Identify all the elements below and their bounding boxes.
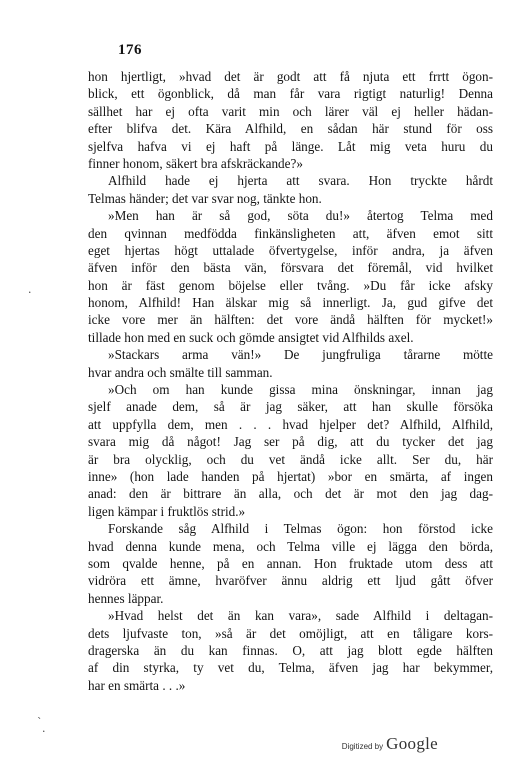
text-line: hennes läppar. xyxy=(88,590,164,606)
text-line: af din styrka, ty vet du, Telma, äfven jag har bekymmer, xyxy=(88,660,493,676)
text-line: Alfhild hade ej hjerta att svara. Hon tryckte hårdt xyxy=(108,173,493,189)
text-line: efter blifva det. Kära Alfhild, en sådan här stund för oss xyxy=(88,121,493,137)
text-line: ligen kämpar i fruktlös strid.» xyxy=(88,503,246,519)
margin-mark: ` xyxy=(37,716,43,729)
digitized-by-google-watermark xyxy=(342,734,438,754)
text-line: Telmas händer; det var svar nog, tänkte hon. xyxy=(88,190,322,206)
page-number: 176 xyxy=(118,42,142,58)
text-line: blick, ett ögonblick, då man får vara rigtigt naturlig! Denna xyxy=(88,86,493,102)
text-line: »Men han är så god, söta du!» återtog Telma med xyxy=(108,208,493,224)
text-line: »Hvad helst det än kan vara», sade Alfhild i deltagan- xyxy=(108,608,493,624)
margin-mark: · xyxy=(28,286,32,299)
text-line: som qvalde henne, på en annan. Hon fruktade utom dess att xyxy=(88,555,493,571)
text-line: tillade hon med en suck och gömde ansigtet vid Alfhilds axel. xyxy=(88,329,414,345)
page-text xyxy=(88,68,493,694)
text-line: »Stackars arma vän!» De jungfruliga tårarne mötte xyxy=(108,347,493,363)
text-line: sjelfva hafva vi ej haft på länge. Låt mig veta huru du xyxy=(88,138,493,154)
text-line: eget hjertas högt uttalade öfvertygelse, inför andra, ja äfven xyxy=(88,242,493,258)
text-line: sällhet har ej ofta varit min och lärer väl ej heller hädan- xyxy=(88,103,493,119)
text-line: finner honom, säkert bra afskräckande?» xyxy=(88,155,303,171)
text-line: är bra olycklig, och du vet ändå icke allt. Ser du, här xyxy=(88,451,493,467)
text-line: sjelf anade dem, så är jag säker, att han skulle försöka xyxy=(88,399,493,415)
text-line: äfven inför den bästa vän, försvara det föremål, vid hvilket xyxy=(88,260,493,276)
text-line: vidröra ett ämne, hvaröfver ännu aldrig ett ljud gått öfver xyxy=(88,573,493,589)
text-line: inne» (hon lade handen på hjertat) »bor en smärta, af ingen xyxy=(88,468,493,484)
text-line: att uppfylla dem, men . . . hvad hjelper det? Alfhild, Alfhild, xyxy=(88,416,493,432)
text-line: »Och om han kunde gissa mina önskningar, innan jag xyxy=(108,382,493,398)
text-line: svara mig då något! Jag ser på dig, att du tycker det jag xyxy=(88,434,493,450)
text-line: icke vore mer än hälften: det vore ändå hälften för mycket!» xyxy=(88,312,493,328)
text-line: Forskande såg Alfhild i Telmas ögon: hon förstod icke xyxy=(108,521,493,537)
text-line: hon hjertligt, »hvad det är godt att få njuta ett frrtt ögon- xyxy=(88,69,493,84)
digitized-label: Digitized by xyxy=(341,742,384,751)
text-line: har en smärta . . .» xyxy=(88,677,186,693)
text-line: hvar andra och smälte till samman. xyxy=(88,364,273,380)
text-line: dragerska än du kan finnas. O, att jag blott egde hälften xyxy=(88,642,493,658)
margin-mark: . xyxy=(42,722,46,735)
google-logo: Google xyxy=(386,734,438,753)
text-line: den qvinnan medfödda finkänsligheten att, äfven emot sitt xyxy=(88,225,493,241)
text-line: dets ljufvaste ton, »så är det omöjligt, att en tåligare kors- xyxy=(88,625,493,641)
text-line: hvad denna kunde mena, och Telma ville ej lägga den börda, xyxy=(88,538,493,554)
text-line: honom, Alfhild! Han älskar mig så innerligt. Ja, gud gifve det xyxy=(88,295,493,311)
text-line: hon är fäst genom böjelse eller tvång. »Du får icke afsky xyxy=(88,277,493,293)
text-line: anad: den är bittrare än alla, och det är mot den jag dag- xyxy=(88,486,493,502)
